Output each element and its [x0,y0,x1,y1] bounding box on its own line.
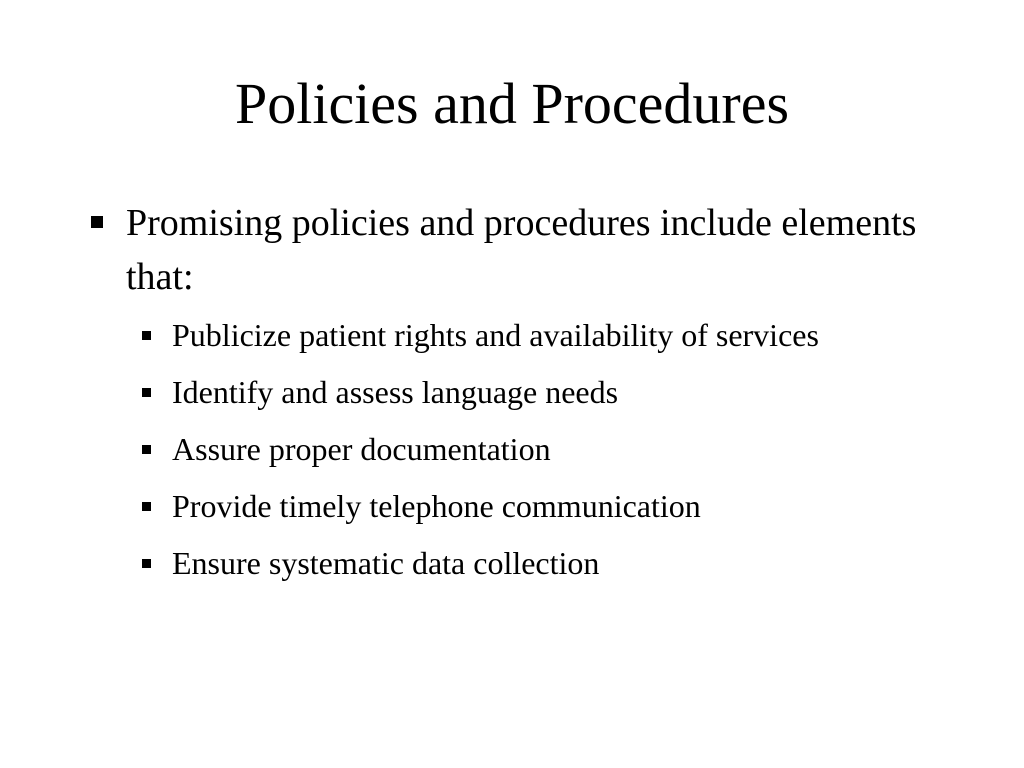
square-bullet-icon [142,502,151,511]
sub-bullet-item [134,312,948,358]
sub-bullet-text: Identify and assess language needs [172,374,619,410]
sub-bullet-item [134,483,948,529]
square-bullet-icon [142,559,151,568]
sub-bullet-item [134,369,948,415]
sub-bullet-text: Provide timely telephone communication [172,488,701,524]
sub-bullet-item [134,540,948,586]
sub-bullet-item [134,426,948,472]
square-bullet-icon [142,445,151,454]
square-bullet-icon [91,216,103,228]
square-bullet-icon [142,388,151,397]
sub-bullet-text: Ensure systematic data collection [172,545,600,581]
sub-bullet-list [126,312,948,586]
bullet-text: Promising policies and procedures include elements that: [126,202,917,298]
sub-bullet-text: Publicize patient rights and availability of services [172,317,819,353]
bullet-list [88,196,948,597]
bullet-item [88,196,948,586]
square-bullet-icon [142,331,151,340]
sub-bullet-text: Assure proper documentation [172,431,551,467]
slide-title: Policies and Procedures [234,71,790,136]
